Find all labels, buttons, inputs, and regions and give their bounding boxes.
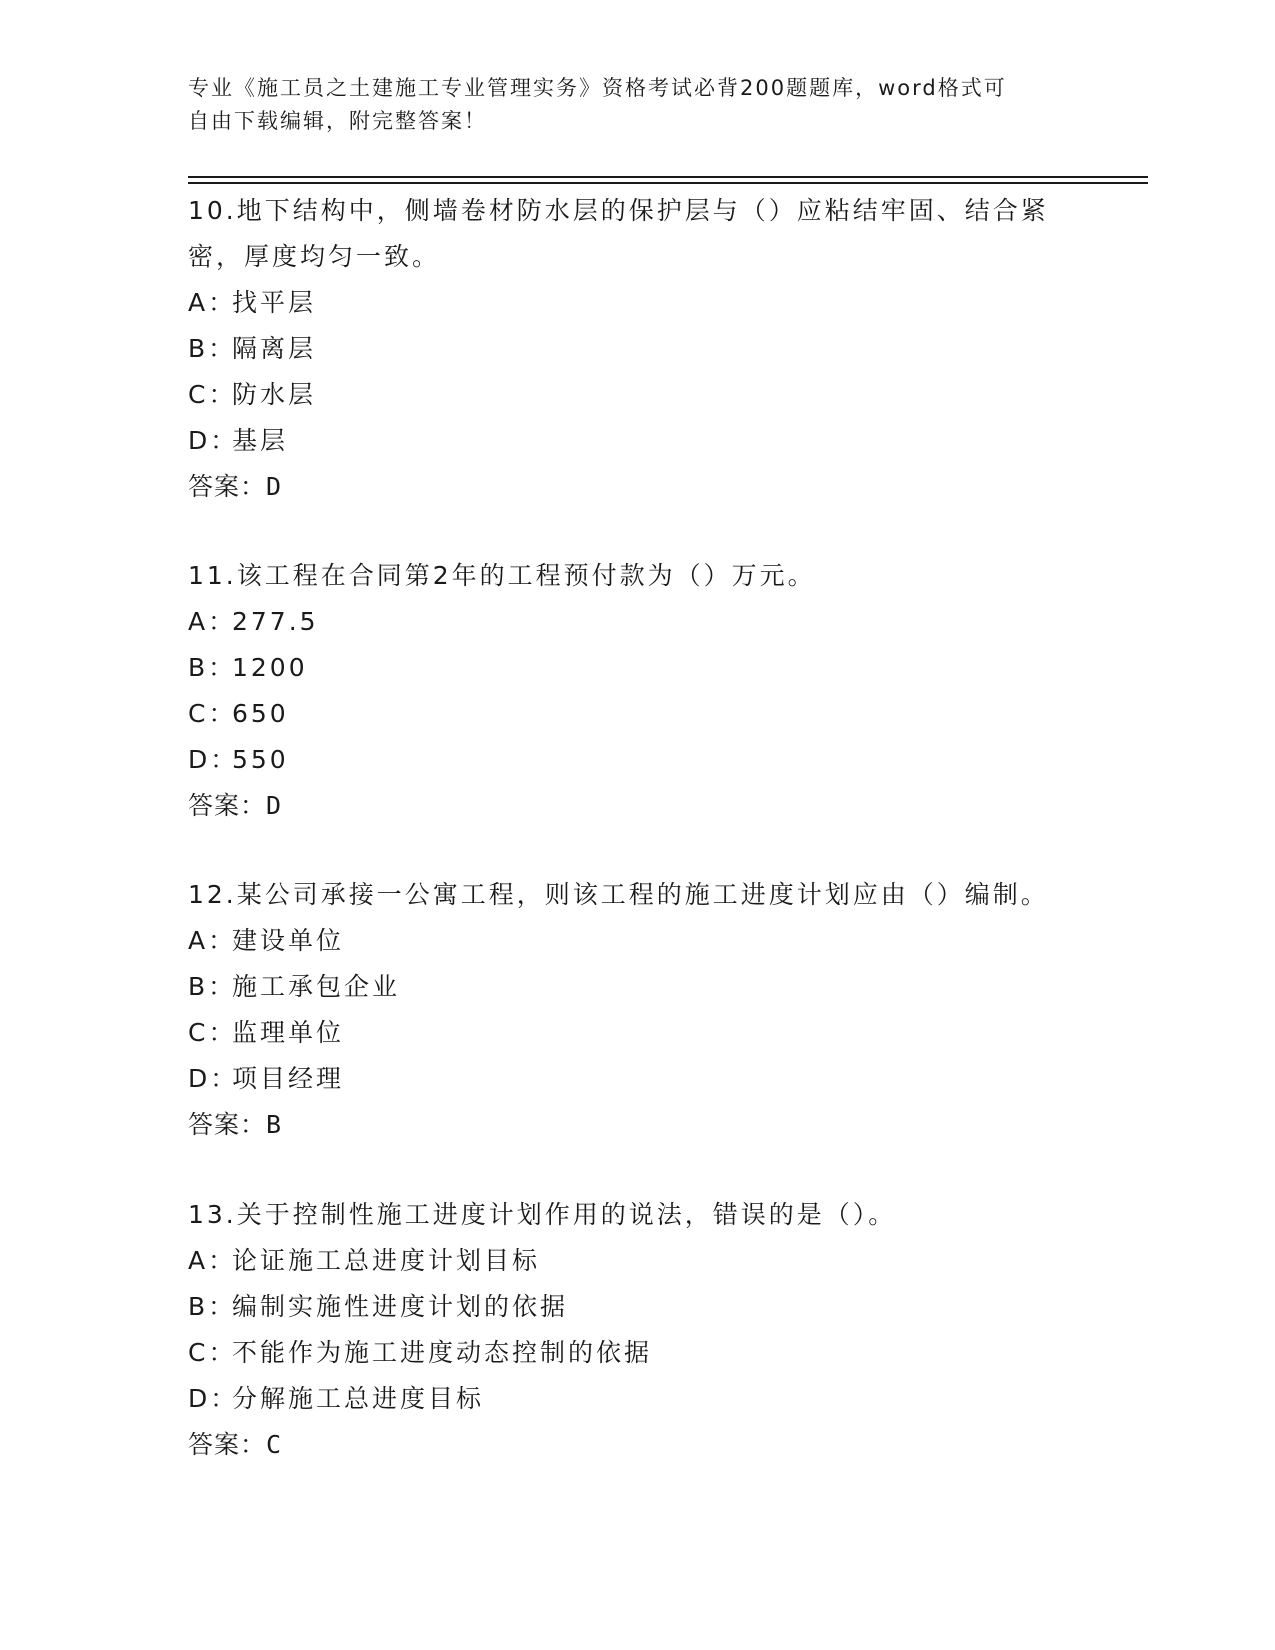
option-text: 650 bbox=[232, 699, 289, 728]
option-c bbox=[188, 1010, 1088, 1056]
header-divider-bottom bbox=[188, 182, 1148, 184]
option-d bbox=[188, 1056, 1088, 1102]
option-letter: D： bbox=[188, 1064, 239, 1093]
option-text: 防水层 bbox=[232, 380, 317, 409]
question-13 bbox=[188, 1192, 1088, 1468]
option-letter: B： bbox=[188, 972, 237, 1001]
option-letter: C： bbox=[188, 380, 237, 409]
question-stem: 11.该工程在合同第2年的工程预付款为（）万元。 bbox=[188, 561, 816, 590]
option-b bbox=[188, 964, 1088, 1010]
question-stem: 13.关于控制性施工进度计划作用的说法，错误的是（）。 bbox=[188, 1200, 897, 1229]
question-10 bbox=[188, 188, 1088, 510]
option-letter: A： bbox=[188, 1246, 237, 1275]
question-stem: 10.地下结构中，侧墙卷材防水层的保护层与（）应粘结牢固、结合紧 bbox=[188, 196, 1049, 225]
option-letter: D： bbox=[188, 426, 239, 455]
option-letter: C： bbox=[188, 699, 237, 728]
option-a bbox=[188, 599, 1088, 645]
option-letter: A： bbox=[188, 926, 237, 955]
option-text: 施工承包企业 bbox=[232, 972, 401, 1001]
option-d bbox=[188, 418, 1088, 464]
option-text: 分解施工总进度目标 bbox=[232, 1384, 485, 1413]
option-text: 基层 bbox=[232, 426, 289, 455]
option-c bbox=[188, 372, 1088, 418]
option-d bbox=[188, 737, 1088, 783]
answer-line: 答案：C bbox=[188, 1430, 283, 1459]
option-text: 550 bbox=[232, 745, 289, 774]
option-c bbox=[188, 691, 1088, 737]
option-letter: B： bbox=[188, 653, 237, 682]
option-d bbox=[188, 1376, 1088, 1422]
option-a bbox=[188, 280, 1088, 326]
option-b bbox=[188, 645, 1088, 691]
header-line-2: 自由下载编辑，附完整答案！ bbox=[188, 109, 487, 133]
option-letter: C： bbox=[188, 1338, 237, 1367]
answer-line: 答案：B bbox=[188, 1110, 283, 1139]
option-text: 论证施工总进度计划目标 bbox=[232, 1246, 541, 1275]
question-stem-continued: 密，厚度均匀一致。 bbox=[188, 242, 441, 271]
option-letter: A： bbox=[188, 288, 237, 317]
option-text: 监理单位 bbox=[232, 1018, 345, 1047]
header-line-1: 专业《施工员之土建施工专业管理实务》资格考试必背200题题库，word格式可 bbox=[188, 76, 1007, 100]
option-text: 不能作为施工进度动态控制的依据 bbox=[232, 1338, 653, 1367]
question-12 bbox=[188, 872, 1088, 1148]
option-b bbox=[188, 326, 1088, 372]
option-a bbox=[188, 918, 1088, 964]
option-letter: A： bbox=[188, 607, 237, 636]
option-letter: D： bbox=[188, 745, 239, 774]
option-text: 277.5 bbox=[232, 607, 319, 636]
answer-line: 答案：D bbox=[188, 472, 283, 501]
option-text: 编制实施性进度计划的依据 bbox=[232, 1292, 569, 1321]
option-text: 隔离层 bbox=[232, 334, 317, 363]
document-header bbox=[188, 72, 1068, 138]
option-letter: B： bbox=[188, 1292, 237, 1321]
question-stem: 12.某公司承接一公寓工程，则该工程的施工进度计划应由（）编制。 bbox=[188, 880, 1049, 909]
option-a bbox=[188, 1238, 1088, 1284]
option-text: 1200 bbox=[232, 653, 308, 682]
question-11 bbox=[188, 553, 1088, 829]
option-text: 找平层 bbox=[232, 288, 317, 317]
answer-line: 答案：D bbox=[188, 791, 283, 820]
option-b bbox=[188, 1284, 1088, 1330]
option-letter: D： bbox=[188, 1384, 239, 1413]
option-text: 项目经理 bbox=[232, 1064, 345, 1093]
header-divider-top bbox=[188, 176, 1148, 178]
option-letter: B： bbox=[188, 334, 237, 363]
option-text: 建设单位 bbox=[232, 926, 345, 955]
option-letter: C： bbox=[188, 1018, 237, 1047]
option-c bbox=[188, 1330, 1088, 1376]
